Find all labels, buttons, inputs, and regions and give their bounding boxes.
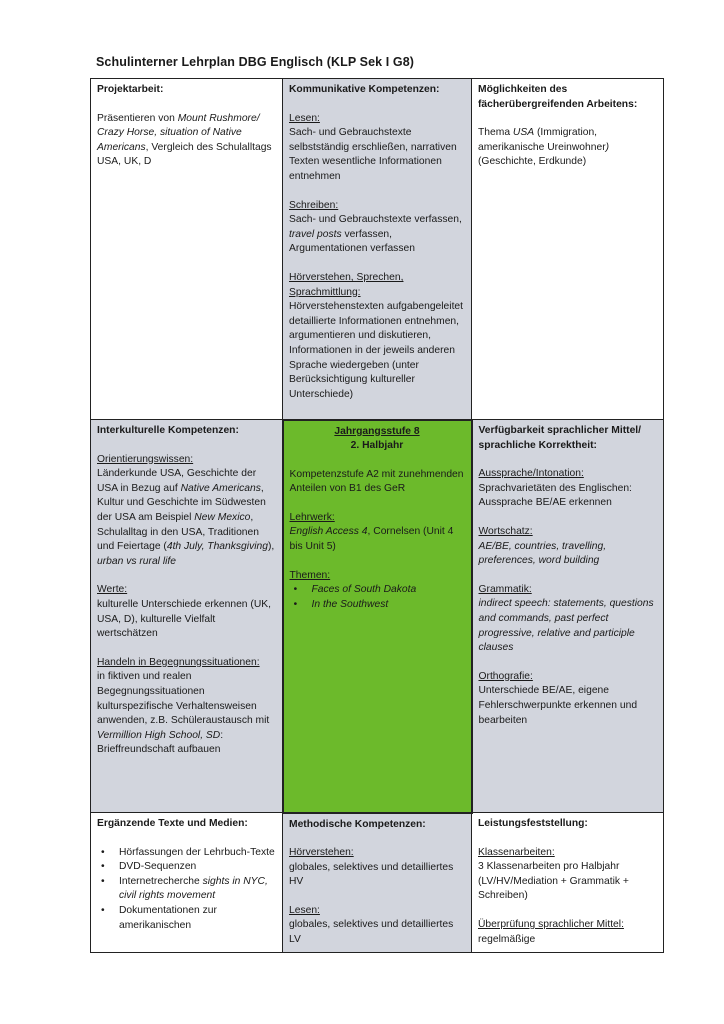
table-row <box>91 420 664 813</box>
subheading-klassenarbeiten: Klassenarbeiten: <box>478 846 555 858</box>
cell-header: Methodische Kompetenzen: <box>289 818 426 830</box>
list-item: • In the Southwest <box>290 598 465 613</box>
schreiben-text: Sach- und Gebrauchstexte verfassen, travel posts verfassen, Argumentationen verfassen <box>289 214 462 255</box>
curriculum-table <box>90 78 664 953</box>
cell-projektarbeit <box>91 79 283 420</box>
cell-header: Interkulturelle Kompetenzen: <box>97 425 239 436</box>
subheading-hoerverstehen: Hörverstehen: <box>289 847 354 859</box>
cell-header: Kommunikative Kompetenzen: <box>289 84 440 95</box>
cell-methodische-kompetenzen <box>283 813 472 953</box>
hoerverstehen-text: Hörverstehenstexten aufgabengeleitet detaillierte Informationen entnehmen, argumentieren und diskutieren, Informationen in der jeweils anderen Sprache wiedergeben (unter Berücksichtigung kultureller Unterschiede) <box>289 301 464 400</box>
cell-faecheruebergreifend <box>472 79 664 420</box>
subheading-wortschatz: Wortschatz: <box>478 525 533 537</box>
cell-header: Leistungsfeststellung: <box>478 818 588 829</box>
list-item: • Internetrecherche sights in NYC, civil rights movement <box>97 875 276 904</box>
cell-header: Verfügbarkeit sprachlicher Mittel/ sprachliche Korrektheit: <box>478 425 642 451</box>
cell-header: Möglichkeiten des fächerübergreifenden Arbeitens: <box>478 84 638 110</box>
handeln-text: in fiktiven und realen Begegnungssituationen kulturspezifische Verhaltensweisen anwenden, z.B. Schüleraustausch mit Vermillion High School, SD: Brieffreundschaft aufbauen <box>97 671 270 756</box>
cell-jahrgangsstufe <box>283 420 472 813</box>
document-title: Schulinterner Lehrplan DBG Englisch (KLP Sek I G8) <box>96 55 415 69</box>
jahrgangsstufe-heading: Jahrgangsstufe 8 <box>334 425 420 437</box>
orthografie-text: Unterschiede BE/AE, eigene Fehlerschwerpunkte erkennen und bearbeiten <box>478 685 638 726</box>
lehrwerk-text: English Access 4, Cornelsen (Unit 4 bis Unit 5) <box>289 526 454 553</box>
cell-leistungsfeststellung <box>472 813 664 953</box>
werte-text: kulturelle Unterschiede erkennen (UK, USA, D), kulturelle Vielfalt wertschätzen <box>97 598 271 640</box>
cell-kommunikative-kompetenzen <box>283 79 472 420</box>
subheading-lesen: Lesen: <box>289 112 320 124</box>
cell-header: Projektarbeit: <box>97 84 164 95</box>
list-item: • Faces of South Dakota <box>290 583 465 598</box>
subheading-ueberpruefung: Überprüfung sprachlicher Mittel: <box>478 918 624 930</box>
subheading-orientierungswissen: Orientierungswissen: <box>97 453 194 465</box>
hoerverstehen-text: globales, selektives und detailliertes HV <box>289 861 454 888</box>
aussprache-text: Sprachvarietäten des Englischen: Aussprache BE/AE erkennen <box>478 482 632 509</box>
subheading-werte: Werte: <box>97 584 128 596</box>
grammatik-text: indirect speech: statements, questions and commands, past perfect progressive, relative and participle clauses <box>478 598 654 654</box>
medien-list <box>97 846 276 934</box>
subheading-handeln: Handeln in Begegnungssituationen: <box>97 656 260 668</box>
cell-interkulturelle-kompetenzen <box>91 420 283 813</box>
kompetenzstufe-text: Kompetenzstufe A2 mit zunehmenden Anteilen von B1 des GeR <box>289 468 464 495</box>
halbjahr-heading: 2. Halbjahr <box>350 440 404 452</box>
themen-list <box>290 583 465 612</box>
list-item: • Hörfassungen der Lehrbuch-Texte <box>97 846 276 861</box>
ueberpruefung-text: regelmäßige <box>478 933 536 945</box>
subheading-grammatik: Grammatik: <box>478 583 532 595</box>
lesen-text: Sach- und Gebrauchstexte selbstständig erschließen, narrativen Texten wesentliche Informationen entnehmen <box>289 127 457 182</box>
subheading-schreiben: Schreiben: <box>289 199 339 211</box>
faecher-text: Thema USA (Immigration, amerikanische Ureinwohner) (Geschichte, Erdkunde) <box>478 127 610 168</box>
projekt-text: Präsentieren von Mount Rushmore/ Crazy Horse, situation of Native Americans, Vergleich des Schulalltags USA, UK, D <box>97 112 272 168</box>
table-row <box>91 813 664 953</box>
subheading-orthografie: Orthografie: <box>478 670 533 682</box>
cell-header: Ergänzende Texte und Medien: <box>97 818 248 829</box>
cell-ergaenzende-texte <box>91 813 283 953</box>
table-row <box>91 79 664 420</box>
lesen-text: globales, selektives und detailliertes LV <box>289 919 454 946</box>
wortschatz-text: AE/BE, countries, travelling, preferences, word building <box>478 540 607 567</box>
klassenarbeiten-text: 3 Klassenarbeiten pro Halbjahr (LV/HV/Mediation + Grammatik + Schreiben) <box>478 861 629 902</box>
subheading-themen: Themen: <box>289 569 331 581</box>
subheading-lesen: Lesen: <box>289 904 320 916</box>
list-item: • DVD-Sequenzen <box>97 860 276 875</box>
list-item: • Dokumentationen zur amerikanischen <box>97 904 276 933</box>
subheading-aussprache: Aussprache/Intonation: <box>478 468 584 480</box>
subheading-hoerverstehen: Hörverstehen, Sprechen, Sprachmittlung: <box>289 271 404 298</box>
orientierungswissen-text: Länderkunde USA, Geschichte der USA in Bezug auf Native Americans, Kultur und Geschichte im Südwesten der USA am Beispiel New Mexico, Schulalltag in den USA, Traditionen und Feiertage (4th July, Thanksgiving), urban vs rural life <box>97 468 275 567</box>
subheading-lehrwerk: Lehrwerk: <box>289 511 335 523</box>
cell-verfuegbarkeit-sprachlicher-mittel <box>472 420 664 813</box>
